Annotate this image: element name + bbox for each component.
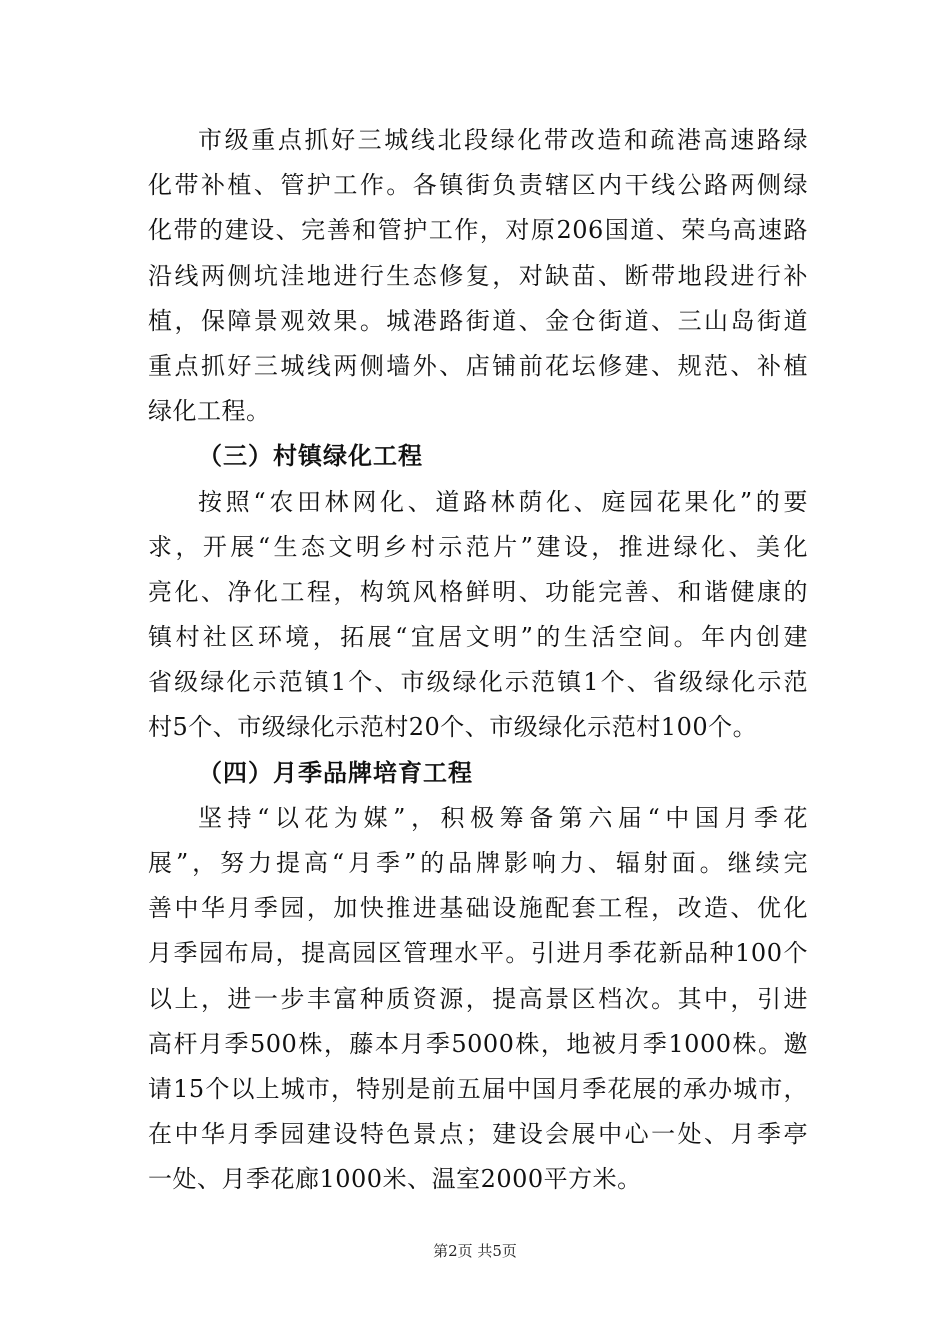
text-line: 省级绿化示范镇1个、市级绿化示范镇1个、省级绿化示范: [148, 668, 808, 697]
page-number-footer: 第2页 共5页: [433, 1242, 517, 1260]
text-line: 亮化、净化工程，构筑风格鲜明、功能完善、和谐健康的: [148, 577, 808, 606]
paragraph-village-greening: [148, 480, 808, 751]
paragraph-greenbelt: [148, 118, 808, 434]
text-line: 请15个以上城市，特别是前五届中国月季花展的承办城市，: [148, 1074, 808, 1103]
text-line: 高杆月季500株，藤本月季5000株，地被月季1000株。邀: [148, 1029, 808, 1058]
text-line: 重点抓好三城线两侧墙外、店铺前花坛修建、规范、补植: [148, 351, 808, 380]
text-line: 善中华月季园，加快推进基础设施配套工程，改造、优化: [148, 894, 808, 923]
text-line: 展”，努力提高“月季”的品牌影响力、辐射面。继续完: [148, 849, 808, 877]
text-line: 以上，进一步丰富种质资源，提高景区档次。其中，引进: [148, 984, 808, 1013]
text-line: 一处、月季花廊1000米、温室2000平方米。: [148, 1165, 642, 1194]
text-line: 村5个、市级绿化示范村20个、市级绿化示范村100个。: [148, 713, 758, 742]
text-line: 求，开展“生态文明乡村示范片”建设，推进绿化、美化: [148, 532, 808, 561]
text-line: 镇村社区环境，拓展“宜居文明”的生活空间。年内创建: [148, 623, 808, 652]
text-line: 植，保障景观效果。城港路街道、金仓街道、三山岛街道: [148, 306, 808, 335]
section-heading-rose-brand: （四）月季品牌培育工程: [198, 758, 473, 787]
text-line: 沿线两侧坑洼地进行生态修复，对缺苗、断带地段进行补: [148, 261, 808, 290]
text-line: 坚持“以花为媒”，积极筹备第六届“中国月季花: [198, 803, 808, 832]
text-line: 按照“农田林网化、道路林荫化、庭园花果化”的要: [198, 487, 808, 516]
document-body: [148, 118, 808, 1203]
text-line: 月季园布局，提高园区管理水平。引进月季花新品种100个: [148, 939, 808, 968]
text-line: 在中华月季园建设特色景点；建设会展中心一处、月季亭: [148, 1120, 808, 1149]
paragraph-rose-brand: [148, 796, 808, 1203]
text-line: 化带补植、管护工作。各镇街负责辖区内干线公路两侧绿: [148, 171, 808, 200]
text-line: 市级重点抓好三城线北段绿化带改造和疏港高速路绿: [198, 126, 808, 154]
section-heading-village-greening: （三）村镇绿化工程: [198, 442, 423, 471]
text-line: 化带的建设、完善和管护工作，对原206国道、荣乌高速路: [148, 216, 808, 245]
text-line: 绿化工程。: [148, 397, 271, 426]
